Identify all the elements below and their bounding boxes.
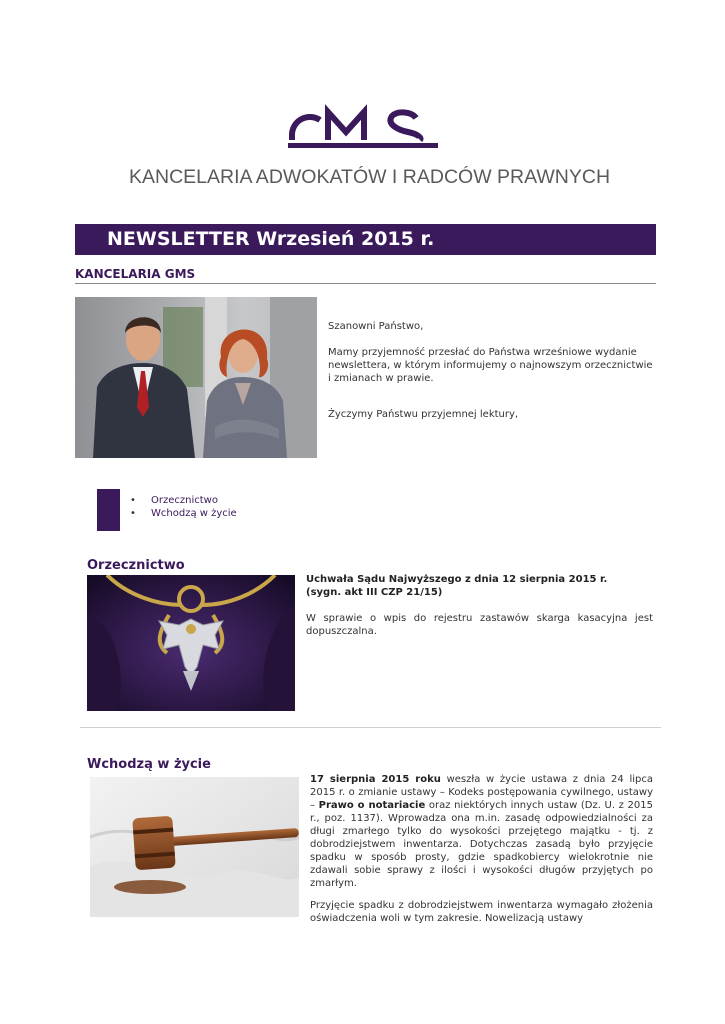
section-title-wchodza: Wchodzą w życie <box>87 757 211 772</box>
law-change-paragraph-2: Przyjęcie spadku z dobrodziejstwem inwentarza wymagało złożenia oświadczenia woli w tym zakresie. Nowelizacją ustawy <box>310 900 653 924</box>
ruling-headline: Uchwała Sądu Najwyższego z dnia 12 sierpnia 2015 r. (sygn. akt III CZP 21/15) <box>306 574 608 598</box>
intro-text: Mamy przyjemność przesłać do Państwa wrześniowe wydanie newslettera, w którym informujemy o najnowszym orzecznictwie i zmianach w prawie. <box>328 347 653 384</box>
intro-greeting: Szanowni Państwo, <box>328 321 424 332</box>
gavel-photo <box>90 777 299 917</box>
divider <box>75 283 656 284</box>
toc-item-wchodza[interactable]: • Wchodzą w życie <box>130 508 237 519</box>
section-title-orzecznictwo: Orzecznictwo <box>87 558 185 573</box>
intro-closing: Życzymy Państwu przyjemnej lektury, <box>328 409 519 420</box>
section-divider <box>80 727 661 728</box>
gms-logo <box>288 100 438 152</box>
firm-subtitle: KANCELARIA ADWOKATÓW I RADCÓW PRAWNYCH <box>129 166 611 188</box>
law-change-paragraph-1: 17 sierpnia 2015 roku weszła w życie ustawa z dnia 24 lipca 2015 r. o zmianie ustawy – Kodeks postępowania cywilnego, ustawy – Prawo o notariacie oraz niektórych innych ustaw (Dz. U. z 2015 r., poz. 1137). Wprowadza ona m.in. zasadę odpowiedzialności za długi zmarłego tylko do wysokości przejętego majątku - tj. z dobrodziejstwem inwentarza. Dotychczas zasadą było przyjęcie spadku w sposób prosty, gdzie spadkobiercy wielokrotnie nie zdawali sobie sprawy z ilości i wysokości długów przyjętych po zmarłym. <box>310 774 653 889</box>
toc-item-orzecznictwo[interactable]: • Orzecznictwo <box>130 495 218 506</box>
ruling-summary: W sprawie o wpis do rejestru zastawów skarga kasacyjna jest dopuszczalna. <box>306 613 653 637</box>
firm-heading: KANCELARIA GMS <box>75 267 196 281</box>
newsletter-title: NEWSLETTER Wrzesień 2015 r. <box>107 228 435 250</box>
judge-chain-photo <box>87 575 295 711</box>
table-of-contents <box>130 494 237 520</box>
toc-accent-bar <box>97 489 120 531</box>
lawyers-photo <box>75 297 317 458</box>
newsletter-banner <box>75 224 656 255</box>
